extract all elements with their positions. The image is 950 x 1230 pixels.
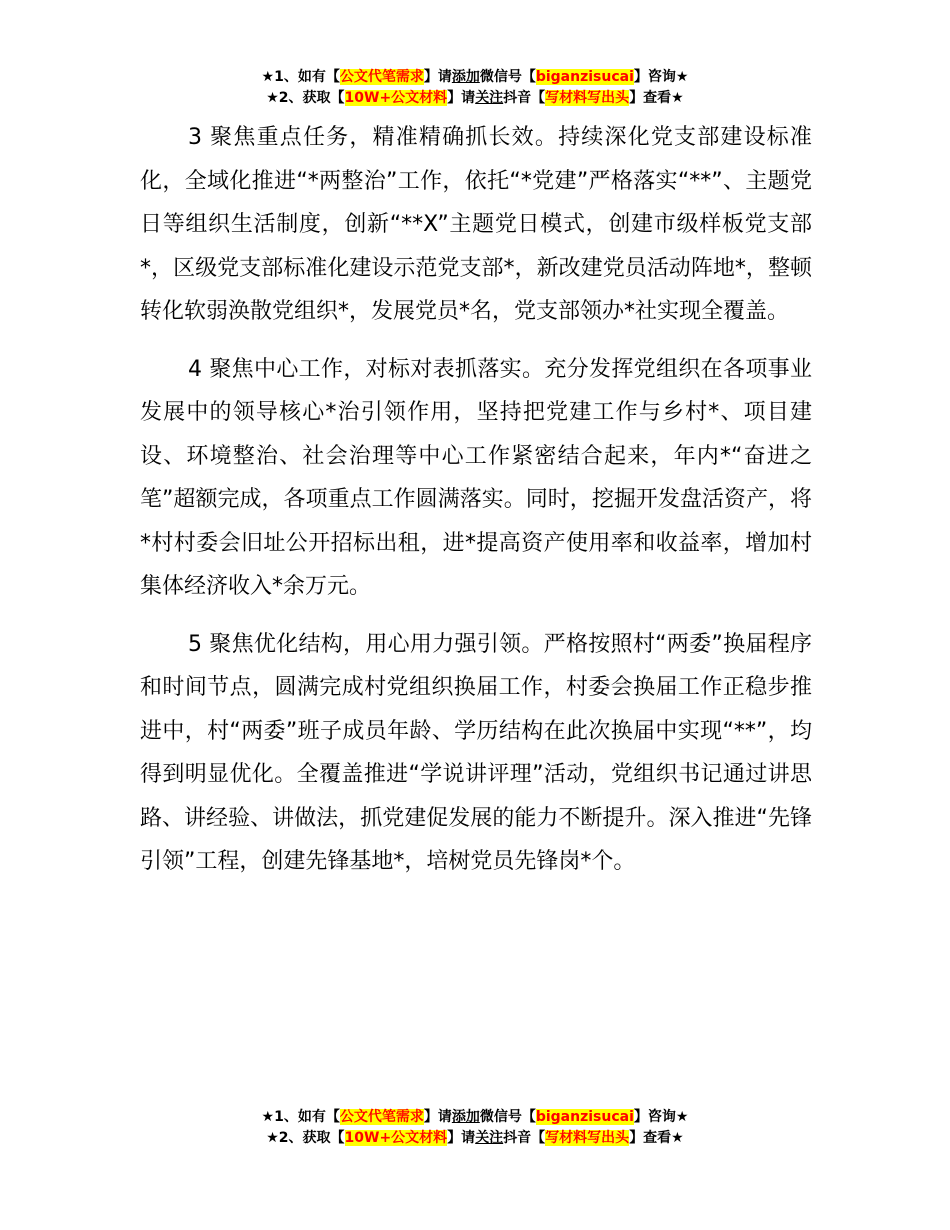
banner-highlight: 写材料写出头 xyxy=(545,1130,630,1146)
banner-highlight: biganzisucai xyxy=(535,69,634,85)
banner-text: 】请 xyxy=(423,69,452,85)
banner-highlight: 写材料写出头 xyxy=(545,90,630,106)
banner-underlined-text: 关注 xyxy=(475,1130,504,1146)
paragraph-4: 4 聚焦中心工作，对标对表抓落实。充分发挥党组织在各项事业发展中的领导核心*治引领作用，坚持把党建工作与乡村*、项目建设、环境整治、社会治理等中心工作紧密结合起来，年内*“奋进之笔”超额完成，各项重点工作圆满落实。同时，挖掘开发盘活资产，将*村村委会旧址公开招标出租，进*提高资产使用率和收益率，增加村集体经济收入*余万元。 xyxy=(140,356,812,599)
banner-text: 】咨询★ xyxy=(633,69,689,85)
banner-text: 】请 xyxy=(447,90,476,106)
banner-text: ★2、获取【 xyxy=(266,1130,345,1146)
header-banner xyxy=(0,67,950,109)
paragraph-5: 5 聚焦优化结构，用心用力强引领。严格按照村“两委”换届程序和时间节点，圆满完成村党组织换届工作，村委会换届工作正稳步推进中，村“两委”班子成员年龄、学历结构在此次换届中实现“**”，均得到明显优化。全覆盖推进“学说讲评理”活动，党组织书记通过讲思路、讲经验、讲做法，抓党建促发展的能力不断提升。深入推进“先锋引领”工程，创建先锋基地*，培树党员先锋岗*个。 xyxy=(140,631,812,874)
banner-underlined-text: 添加 xyxy=(451,1109,480,1125)
banner-text: ★1、如有【 xyxy=(261,1109,340,1125)
banner-line-1 xyxy=(0,67,950,88)
banner-text: ★2、获取【 xyxy=(266,90,345,106)
banner-highlight: 10W+公文材料 xyxy=(344,90,448,106)
banner-text: 】请 xyxy=(423,1109,452,1125)
banner-text: 微信号【 xyxy=(479,69,536,85)
banner-text: 】查看★ xyxy=(629,1130,684,1146)
banner-text: 抖音【 xyxy=(503,1130,546,1146)
banner-highlight: biganzisucai xyxy=(535,1109,634,1125)
paragraph-3: 3 聚焦重点任务，精准精确抓长效。持续深化党支部建设标准化，全域化推进“*两整治”工作，依托“*党建”严格落实“**”、主题党日等组织生活制度，创新“**X”主题党日模式，创建市级样板党支部*，区级党支部标准化建设示范党支部*，新改建党员活动阵地*，整顿转化软弱涣散党组织*，发展党员*名，党支部领办*社实现全覆盖。 xyxy=(140,125,812,324)
banner-text: 微信号【 xyxy=(479,1109,536,1125)
banner-highlight: 10W+公文材料 xyxy=(344,1130,448,1146)
banner-text: 】查看★ xyxy=(629,90,684,106)
banner-underlined-text: 关注 xyxy=(475,90,504,106)
banner-highlight: 公文代笔需求 xyxy=(339,69,424,85)
banner-text: ★1、如有【 xyxy=(261,69,340,85)
banner-line-2 xyxy=(0,88,950,109)
banner-text: 抖音【 xyxy=(503,90,546,106)
banner-line-2 xyxy=(0,1128,950,1149)
banner-underlined-text: 添加 xyxy=(451,69,480,85)
footer-banner xyxy=(0,1107,950,1149)
banner-text: 】请 xyxy=(447,1130,476,1146)
banner-highlight: 公文代笔需求 xyxy=(339,1109,424,1125)
banner-text: 】咨询★ xyxy=(633,1109,689,1125)
document-body xyxy=(140,116,812,898)
banner-line-1 xyxy=(0,1107,950,1128)
